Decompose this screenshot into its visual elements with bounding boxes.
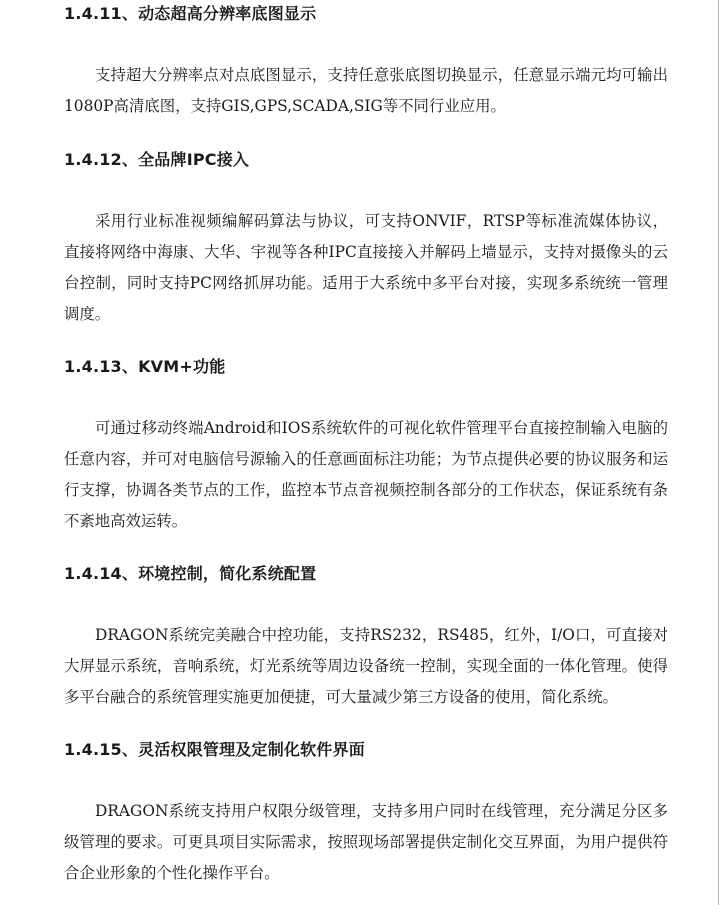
page-edge-rule — [718, 0, 719, 905]
section-heading-1-4-11: 1.4.11、动态超高分辨率底图显示 — [64, 4, 317, 23]
section-heading-1-4-14: 1.4.14、环境控制，简化系统配置 — [64, 564, 317, 583]
section-heading-1-4-12: 1.4.12、全品牌IPC接入 — [64, 150, 250, 169]
section-heading-1-4-15: 1.4.15、灵活权限管理及定制化软件界面 — [64, 740, 365, 759]
section-body-1-4-13: 可通过移动终端Android和IOS系统软件的可视化软件管理平台直接控制输入电脑的任意内容，并可对电脑信号源输入的任意画面标注功能；为节点提供必要的协议服务和运行支撑，协调各类节点的工作，监控本节点音视频控制各部分的工作状态，保证系统有条不紊地高效运转。 — [64, 419, 668, 530]
section-body-1-4-14: DRAGON系统完美融合中控功能，支持RS232，RS485，红外，I/O口，可直接对大屏显示系统，音响系统，灯光系统等周边设备统一控制，实现全面的一体化管理。使得多平台融合的系统管理实施更加便捷，可大量减少第三方设备的使用，简化系统。 — [64, 626, 668, 706]
section-body-1-4-12: 采用行业标准视频编解码算法与协议，可支持ONVIF，RTSP等标准流媒体协议，直接将网络中海康、大华、宇视等各种IPC直接接入并解码上墙显示，支持对摄像头的云台控制，同时支持PC网络抓屏功能。适用于大系统中多平台对接，实现多系统统一管理调度。 — [64, 212, 668, 323]
section-heading-1-4-13: 1.4.13、KVM+功能 — [64, 357, 226, 376]
section-body-1-4-11: 支持超大分辨率点对点底图显示，支持任意张底图切换显示，任意显示端元均可输出1080P高清底图，支持GIS,GPS,SCADA,SIG等不同行业应用。 — [64, 66, 668, 115]
section-body-1-4-15: DRAGON系统支持用户权限分级管理，支持多用户同时在线管理，充分满足分区多级管理的要求。可更具项目实际需求，按照现场部署提供定制化交互界面，为用户提供符合企业形象的个性化操作平台。 — [64, 802, 668, 882]
